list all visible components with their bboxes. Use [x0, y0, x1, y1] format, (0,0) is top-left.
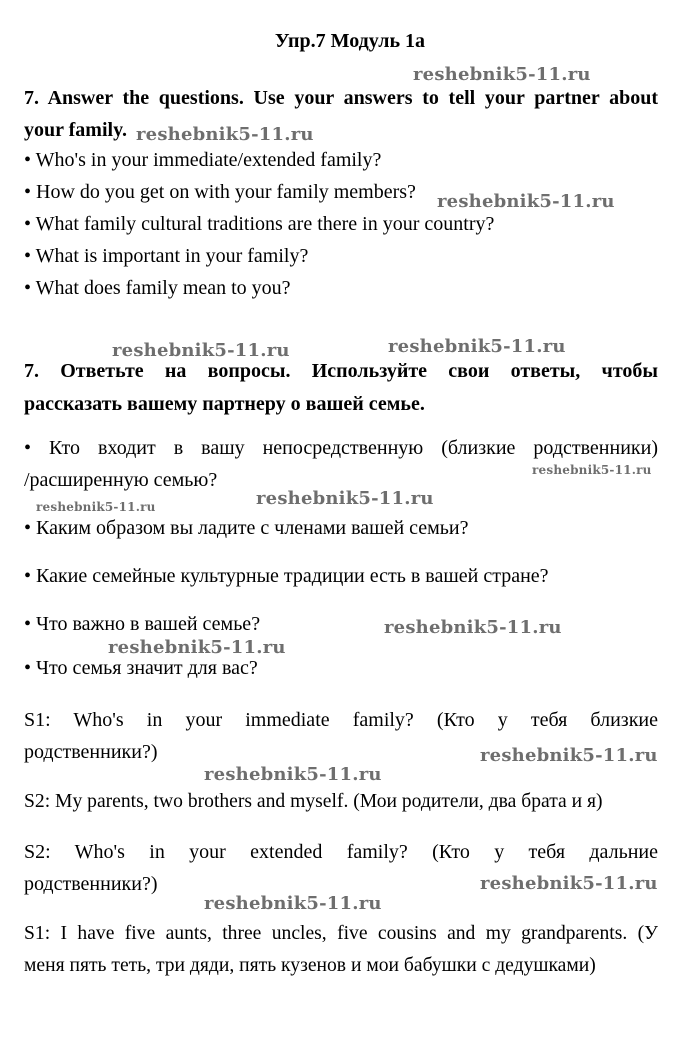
- watermark: reshebnik5-11.ru: [108, 637, 286, 658]
- watermark: reshebnik5-11.ru: [112, 340, 290, 361]
- watermark: reshebnik5-11.ru: [36, 500, 156, 514]
- task-en-bullet-4: • What is important in your family?: [24, 245, 309, 267]
- task-en-bullet-2: • How do you get on with your family members?: [24, 181, 416, 203]
- watermark: reshebnik5-11.ru: [256, 488, 434, 509]
- watermark: reshebnik5-11.ru: [204, 893, 382, 914]
- task-ru-bullet-5: • Что семья значит для вас?: [24, 657, 258, 679]
- page-title: Упр.7 Модуль 1a: [274, 30, 426, 52]
- watermark: reshebnik5-11.ru: [437, 191, 615, 212]
- task-en-bullet-5: • What does family mean to you?: [24, 277, 291, 299]
- dialogue-s1-question-line2: родственники?): [24, 741, 158, 763]
- task-en-heading-line1: 7. Answer the questions. Use your answers to tell your partner about: [24, 87, 658, 109]
- watermark: reshebnik5-11.ru: [136, 124, 314, 145]
- watermark: reshebnik5-11.ru: [413, 64, 591, 85]
- dialogue-s1-answer-line2: меня пять теть, три дяди, пять кузенов и мои бабушки с дедушками): [24, 955, 596, 976]
- dialogue-s2-question-line2: родственники?): [24, 873, 158, 895]
- watermark: reshebnik5-11.ru: [532, 463, 652, 477]
- task-en-bullet-1: • Who's in your immediate/extended family?: [24, 149, 382, 171]
- dialogue-s1-answer-line1: S1: I have five aunts, three uncles, five cousins and my grandparents. (У: [24, 923, 658, 944]
- task-en-bullet-3: • What family cultural traditions are there in your country?: [24, 213, 495, 235]
- task-ru-bullet-2: • Каким образом вы ладите с членами вашей семьи?: [24, 517, 469, 539]
- dialogue-s1-question-line1: S1: Who's in your immediate family? (Кто у тебя близкие: [24, 709, 658, 731]
- task-ru-bullet-4: • Что важно в вашей семье?: [24, 613, 261, 635]
- task-en-heading-line2: your family.: [24, 119, 127, 141]
- watermark: reshebnik5-11.ru: [480, 745, 658, 766]
- task-ru-heading-line1: 7. Ответьте на вопросы. Используйте свои ответы, чтобы: [24, 360, 658, 382]
- dialogue-s2-question-line1: S2: Who's in your extended family? (Кто у тебя дальние: [24, 841, 658, 863]
- task-ru-heading-line2: рассказать вашему партнеру о вашей семье.: [24, 393, 425, 415]
- watermark: reshebnik5-11.ru: [384, 617, 562, 638]
- task-ru-bullet-3: • Какие семейные культурные традиции есть в вашей стране?: [24, 565, 549, 587]
- watermark: reshebnik5-11.ru: [480, 873, 658, 894]
- watermark: reshebnik5-11.ru: [204, 764, 382, 785]
- task-ru-bullet-1-line2: /расширенную семью?: [24, 469, 218, 491]
- task-ru-bullet-1-line1: • Кто входит в вашу непосредственную (близкие родственники): [24, 437, 658, 459]
- dialogue-s2-answer: S2: My parents, two brothers and myself. (Мои родители, два брата и я): [24, 791, 603, 812]
- watermark: reshebnik5-11.ru: [388, 336, 566, 357]
